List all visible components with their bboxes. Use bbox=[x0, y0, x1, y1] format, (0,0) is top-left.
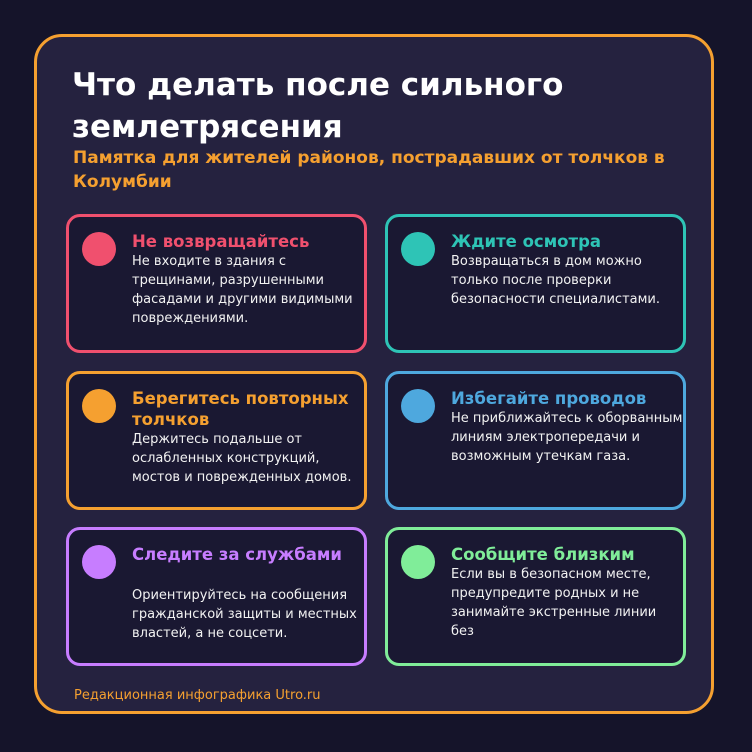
page-title: Что делать после сильного землетрясения bbox=[72, 67, 564, 145]
tip-card-text: Не входите в здания с трещинами, разрушенными фасадами и другими видимыми повреждениями. bbox=[132, 254, 353, 326]
tip-card-text: Если вы в безопасном месте, предупредите родных и не занимайте экстренные линии без bbox=[451, 567, 657, 639]
circle-icon bbox=[82, 232, 116, 266]
tip-card-title: Следите за службами bbox=[132, 545, 342, 564]
tip-card-title: Сообщите близким bbox=[451, 545, 635, 564]
tip-card-aftershocks bbox=[66, 371, 367, 510]
tip-card-text: Ориентируйтесь на сообщения гражданской защиты и местных властей, а не соцсети. bbox=[132, 588, 357, 641]
tip-card-text: Держитесь подальше от ослабленных конструкций, мостов и поврежденных домов. bbox=[132, 432, 352, 485]
tip-card-follow-services bbox=[66, 527, 367, 666]
tip-card-title: Избегайте проводов bbox=[451, 389, 647, 408]
tip-card-dont-return bbox=[66, 214, 367, 353]
tip-card-title: Не возвращайтесь bbox=[132, 232, 310, 251]
circle-icon bbox=[401, 389, 435, 423]
circle-icon bbox=[401, 545, 435, 579]
tip-card-text: Не приближайтесь к оборванным линиям электропередачи и возможным утечкам газа. bbox=[451, 411, 683, 464]
page-subtitle: Памятка для жителей районов, пострадавших от толчков в Колумбии bbox=[73, 148, 665, 192]
tip-card-wait-inspection bbox=[385, 214, 686, 353]
tip-card-title: Берегитесь повторных толчков bbox=[132, 389, 349, 429]
tip-card-text: Возвращаться в дом можно только после проверки безопасности специалистами. bbox=[451, 254, 660, 307]
circle-icon bbox=[401, 232, 435, 266]
tip-card-tell-relatives bbox=[385, 527, 686, 666]
footer-credit: Редакционная инфографика Utro.ru bbox=[74, 688, 321, 703]
circle-icon bbox=[82, 389, 116, 423]
tip-card-title: Ждите осмотра bbox=[451, 232, 602, 251]
circle-icon bbox=[82, 545, 116, 579]
tip-card-avoid-wires bbox=[385, 371, 686, 510]
